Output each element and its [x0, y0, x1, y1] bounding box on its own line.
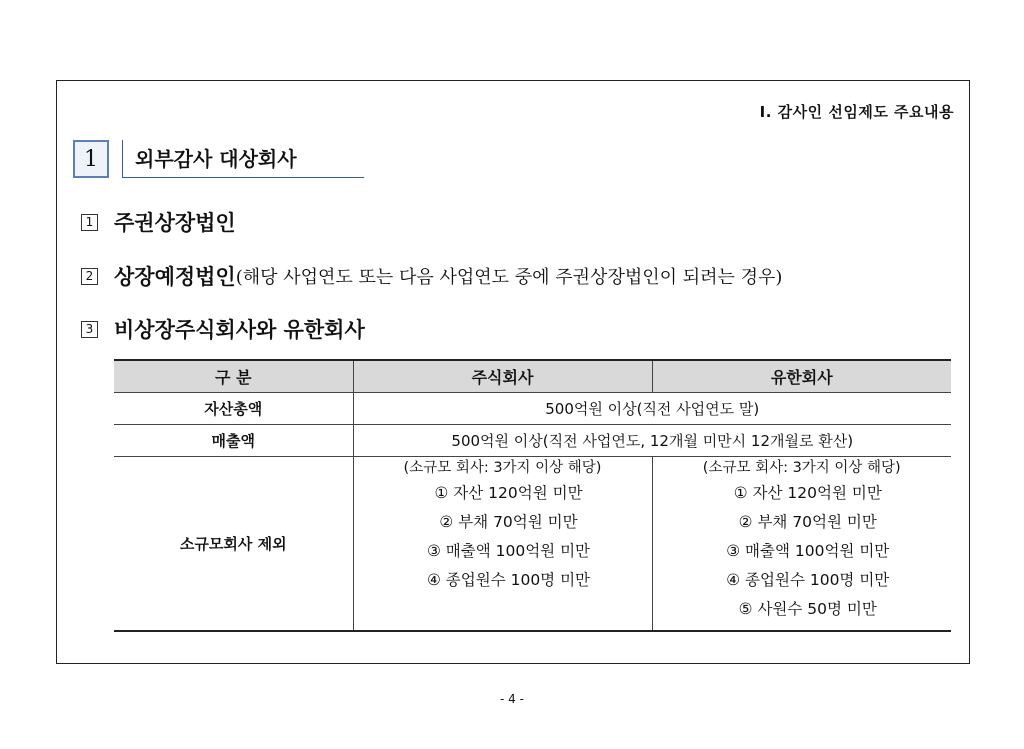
criteria-line: ① 자산 120억원 미만: [434, 484, 583, 502]
row-value-assets: 500억원 이상(직전 사업연도 말): [353, 393, 951, 425]
list-item-pre-listing-company: [81, 261, 782, 291]
section-number: 1: [73, 140, 109, 178]
table-row: [114, 393, 951, 425]
table-row: [114, 457, 951, 631]
item-title: 주권상장법인: [114, 211, 236, 235]
item-title: 비상장주식회사와 유한회사: [114, 318, 365, 342]
table-header-row: [114, 360, 951, 393]
criteria-line: ③ 매출액 100억원 미만: [426, 542, 591, 560]
header-limited-company: 유한회사: [652, 360, 951, 393]
criteria-intro: (소규모 회사: 3가지 이상 해당): [403, 460, 602, 476]
criteria-line: ② 부채 70억원 미만: [738, 513, 877, 531]
item-number-box: 2: [81, 268, 98, 285]
criteria-line: ⑤ 사원수 50명 미만: [738, 600, 877, 618]
header-stock-company: 주식회사: [353, 360, 652, 393]
row-value-sales: 500억원 이상(직전 사업연도, 12개월 미만시 12개월로 환산): [353, 425, 951, 457]
header-category: 구 분: [114, 360, 353, 393]
row-label-sales: 매출액: [114, 425, 353, 457]
list-item-unlisted-company: [81, 314, 365, 344]
table-row: [114, 425, 951, 457]
row-label-assets: 자산총액: [114, 393, 353, 425]
criteria-line: ③ 매출액 100억원 미만: [726, 542, 890, 560]
item-number-box: 3: [81, 321, 98, 338]
criteria-line: ④ 종업원수 100명 미만: [426, 571, 591, 589]
criteria-line: ④ 종업원수 100명 미만: [726, 571, 890, 589]
stock-company-criteria: [353, 457, 652, 631]
limited-company-criteria: [652, 457, 951, 631]
criteria-line: ① 자산 120억원 미만: [733, 484, 882, 502]
criteria-line: ② 부채 70억원 미만: [439, 513, 578, 531]
row-label-small-company: 소규모회사 제외: [114, 457, 353, 631]
item-description: (해당 사업연도 또는 다음 사업연도 중에 주권상장법인이 되려는 경우): [235, 267, 783, 288]
item-title: 상장예정법인: [114, 265, 236, 289]
chapter-heading: Ⅰ. 감사인 선임제도 주요내용: [759, 103, 954, 121]
section-title: 외부감사 대상회사: [122, 140, 364, 178]
item-number-box: 1: [81, 214, 98, 231]
criteria-table: [114, 359, 951, 632]
criteria-intro: (소규모 회사: 3가지 이상 해당): [702, 460, 901, 476]
list-item-listed-company: [81, 207, 236, 237]
page-number: - 4 -: [500, 692, 524, 706]
